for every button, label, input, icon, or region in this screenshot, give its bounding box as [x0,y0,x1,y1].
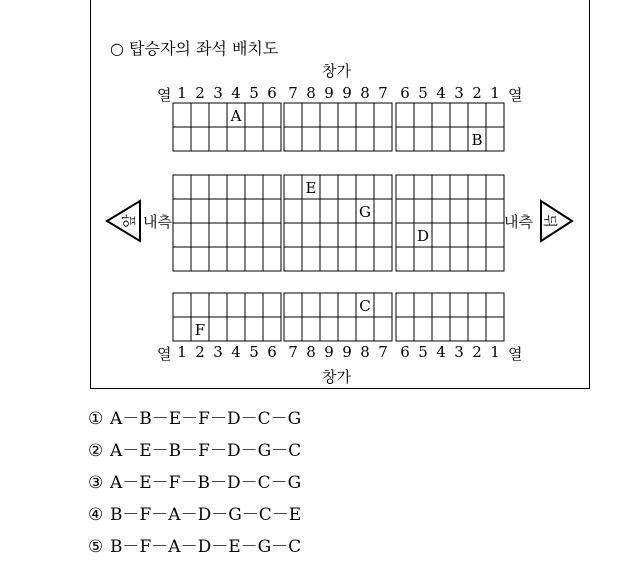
choice-3[interactable] [88,468,301,493]
passenger-E: E [305,179,317,197]
choice-mark: ⑤ [88,537,104,557]
passenger-D: D [416,227,430,245]
column-number-top: 8 [360,84,370,102]
column-number-bottom: 1 [490,343,500,361]
column-number-bottom: 5 [418,343,428,361]
column-number-top: 2 [472,84,482,102]
column-number-bottom: 7 [378,343,388,361]
choice-1[interactable] [88,404,301,429]
aisle-label-left: 내측 [143,213,172,231]
column-number-top: 8 [306,84,316,102]
column-number-top: 5 [249,84,259,102]
column-number-bottom: 1 [177,343,187,361]
column-number-bottom: 4 [231,343,241,361]
choice-mark: ② [88,441,104,461]
column-number-top: 6 [400,84,410,102]
chart-title: ○ 탑승자의 좌석 배치도 [110,39,279,58]
column-number-bottom: 9 [342,343,352,361]
column-number-top: 5 [418,84,428,102]
choice-text: A－E－F－B－D－C－G [110,473,302,493]
column-number-bottom: 9 [324,343,334,361]
choice-mark: ① [88,409,104,429]
row-label-bottom-right: 열 [508,345,523,363]
passenger-F: F [194,321,206,339]
column-number-top: 2 [195,84,205,102]
column-number-top: 7 [378,84,388,102]
column-number-bottom: 2 [195,343,205,361]
choice-text: B－F－A－D－E－G－C [110,537,302,557]
choice-4[interactable] [88,500,301,525]
column-number-top: 9 [324,84,334,102]
choice-text: A－B－E－F－D－C－G [110,409,302,429]
column-number-top: 9 [342,84,352,102]
column-number-bottom: 2 [472,343,482,361]
column-number-bottom: 6 [267,343,277,361]
choice-mark: ③ [88,473,104,493]
column-number-bottom: 4 [436,343,446,361]
passenger-G: G [359,203,371,221]
column-number-bottom: 8 [360,343,370,361]
aisle-label-right: 내측 [504,213,533,231]
row-label-bottom-left: 열 [157,345,172,363]
choice-2[interactable] [88,436,301,461]
window-label-top: 창가 [322,62,351,80]
column-number-top: 1 [490,84,500,102]
column-number-bottom: 8 [306,343,316,361]
front-label: 앞 [122,214,138,228]
choice-text: B－F－A－D－G－C－E [110,505,302,525]
column-number-top: 4 [436,84,446,102]
column-number-bottom: 3 [213,343,223,361]
column-number-top: 3 [213,84,223,102]
column-number-top: 7 [288,84,298,102]
choice-mark: ④ [88,505,104,525]
column-number-top: 4 [231,84,241,102]
passenger-C: C [359,297,371,315]
back-label: 뒤 [541,214,557,228]
column-number-bottom: 6 [400,343,410,361]
row-label-top-right: 열 [508,86,523,104]
window-label-bottom: 창가 [322,368,351,386]
column-number-top: 1 [177,84,187,102]
column-number-top: 3 [454,84,464,102]
column-number-top: 6 [267,84,277,102]
choice-text: A－E－B－F－D－G－C [110,441,302,461]
passenger-A: A [230,107,242,125]
column-number-bottom: 5 [249,343,259,361]
column-number-bottom: 7 [288,343,298,361]
column-number-bottom: 3 [454,343,464,361]
choice-5[interactable] [88,532,301,557]
row-label-top-left: 열 [157,86,172,104]
passenger-B: B [471,131,483,149]
